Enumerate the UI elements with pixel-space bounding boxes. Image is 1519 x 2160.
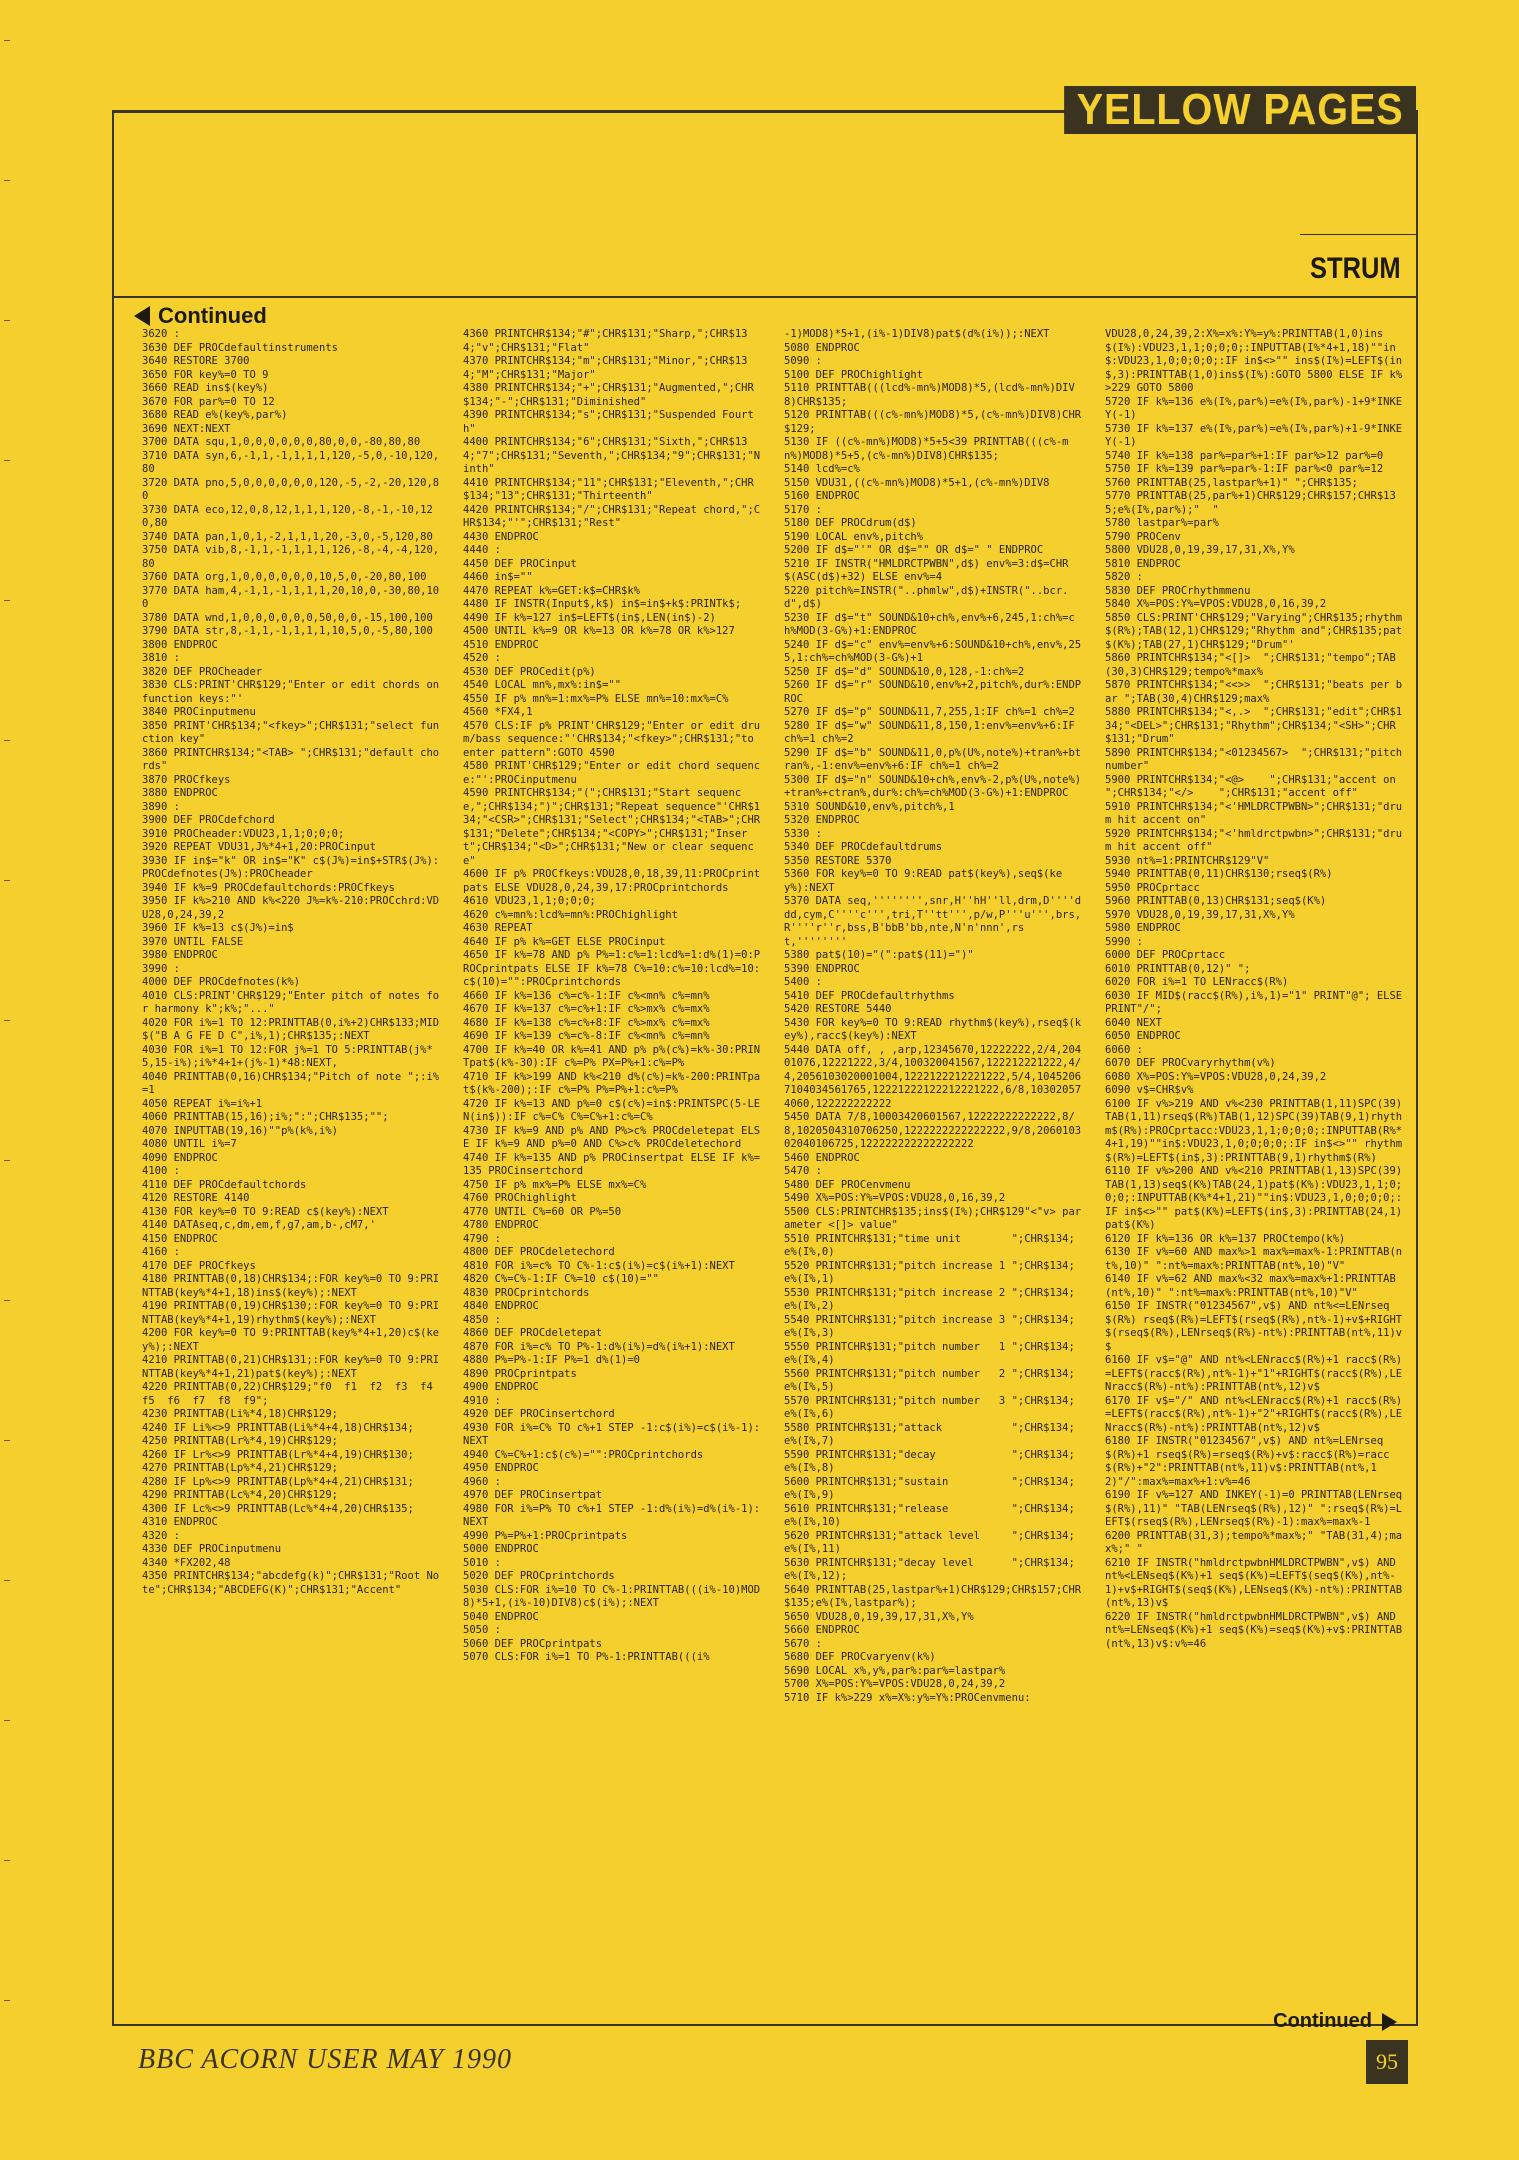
- listing-columns: [142, 328, 1408, 2006]
- page-number: 95: [1366, 2040, 1408, 2084]
- arrow-right-icon: [1382, 2013, 1397, 2031]
- continued-from-marker: [134, 303, 267, 329]
- continued-bottom-label: Continued: [1273, 2010, 1372, 2032]
- listing-column-2: 4360 PRINTCHR$134;"#";CHR$131;"Sharp,";CHR$134;"v";CHR$131;"Flat" 4370 PRINTCHR$134;"m";CHR$131;"Minor,";CHR$134;"M";CHR$131;"Major" 4380 PRINTCHR$134;"+";CHR$131;"Augmented,";CHR$134;"-";CHR$131;"Diminished" 4390 PRINTCHR$134;"s";CHR$131;"Suspended Fourth" 4400 PRINTCHR$134;"6";CHR$131;"Sixth,";CHR$134;"7";CHR$131;"Seventh,";CHR$134;"9";CHR$131;"Ninth" 4410 PRINTCHR$134;"11";CHR$131;"Eleventh,";CHR$134;"13";CHR$131;"Thirteenth" 4420 PRINTCHR$134;"/";CHR$131;"Repeat chord,";CHR$134;"'";CHR$131;"Rest" 4430 ENDPROC 4440 : 4450 DEF PROCinput 4460 in$="" 4470 REPEAT k%=GET:k$=CHR$k% 4480 IF INSTR(Input$,k$) in$=in$+k$:PRINTk$; 4490 IF k%=127 in$=LEFT$(in$,LEN(in$)-2) 4500 UNTIL k%=9 OR k%=13 OR k%=78 OR k%>127 4510 ENDPROC 4520 : 4530 DEF PROCedit(p%) 4540 LOCAL mn%,mx%:in$="" 4550 IF p% mn%=1:mx%=P% ELSE mn%=10:mx%=C% 4560 *FX4,1 4570 CLS:IF p% PRINT'CHR$129;"Enter or edit drum/bass sequence:"'CHR$134;"<fkey>";CHR$131;"to enter pattern":GOTO 4590 4580 PRINT'CHR$129;"Enter or edit chord sequence:"':PROCinputmenu 4590 PRINTCHR$134;"(";CHR$131;"Start sequence,";CHR$134;")";CHR$131;"Repeat sequence"'CHR$134;"<CSR>";CHR$131;"Select";CHR$134;"<TAB>";CHR$131;"Delete";CHR$134;"<COPY>";CHR$131;"Insert";CHR$134;"<D>";CHR$131;"New or clear sequence" 4600 IF p% PROCfkeys:VDU28,0,18,39,11:PROCprintpats ELSE VDU28,0,24,39,17:PROCprintchords 4610 VDU23,1,1;0;0;0; 4620 c%=mn%:lcd%=mn%:PROChighlight 4630 REPEAT 4640 IF p% k%=GET ELSE PROCinput 4650 IF k%=78 AND p% P%=1:c%=1:lcd%=1:d%(1)=0:PROCprintpats ELSE IF k%=78 C%=10:c%=10:lcd%=10:c$(10)="":PROCprintchords 4660 IF k%=136 c%=c%-1:IF c%<mn% c%=mn% 4670 IF k%=137 c%=c%+1:IF c%>mx% c%=mx% 4680 IF k%=138 c%=c%+8:IF c%>mx% c%=mx% 4690 IF k%=139 c%=c%-8:IF c%<mn% c%=mn% 4700 IF k%=40 OR k%=41 AND p% p%(c%)=k%-30:PRINTpat$(k%-30):IF c%=P% PX=P%+1:c%=P% 4710 IF k%>199 AND k%<210 d%(c%)=k%-200:PRINTpat$(k%-200);:IF c%=P% P%=P%+1:c%=P% 4720 IF k%=13 AND p%=0 c$(c%)=in$:PRINTSPC(5-LEN(in$)):IF c%=C% C%=C%+1:c%=C% 4730 IF k%=9 AND p% AND P%>c% PROCdeletepat ELSE IF k%=9 AND p%=0 AND C%>c% PROCdeletechord 4740 IF k%=135 AND p% PROCinsertpat ELSE IF k%=135 PROCinsertchord 4750 IF p% mx%=P% ELSE mx%=C% 4760 PROChighlight 4770 UNTIL C%=60 OR P%=50 4780 ENDPROC 4790 : 4800 DEF PROCdeletechord 4810 FOR i%=c% TO C%-1:c$(i%)=c$(i%+1):NEXT 4820 C%=C%-1:IF C%=10 c$(10)="" 4830 PROCprintchords 4840 ENDPROC 4850 : 4860 DEF PROCdeletepat 4870 FOR i%=c% TO P%-1:d%(i%)=d%(i%+1):NEXT 4880 P%=P%-1:IF P%=1 d%(1)=0 4890 PROCprintpats 4900 ENDPROC 4910 : 4920 DEF PROCinsertchord 4930 FOR i%=C% TO c%+1 STEP -1:c$(i%)=c$(i%-1):NEXT 4940 C%=C%+1:c$(c%)="":PROCprintchords 4950 ENDPROC 4960 : 4970 DEF PROCinsertpat 4980 FOR i%=P% TO c%+1 STEP -1:d%(i%)=d%(i%-1):NEXT 4990 P%=P%+1:PROCprintpats 5000 ENDPROC 5010 : 5020 DEF PROCprintchords 5030 CLS:FOR i%=10 TO C%-1:PRINTTAB(((i%-10)MOD8)*5+1,(i%-10)DIV8)c$(i%);:NEXT 5040 ENDPROC 5050 : 5060 DEF PROCprintpats 5070 CLS:FOR i%=1 TO P%-1:PRINTTAB(((i%: [463, 328, 761, 1663]
- arrow-left-icon: [134, 306, 150, 326]
- title-rule: [1300, 234, 1418, 235]
- section-label: YELLOW PAGES: [1064, 86, 1416, 134]
- article-title: STRUM: [1310, 252, 1401, 285]
- continued-on-marker: [1273, 2010, 1397, 2033]
- listing-column-4: VDU28,0,24,39,2:X%=x%:Y%=y%:PRINTTAB(1,0)ins$(I%):VDU23,1,1;0;0;0;:INPUTTAB(I%*4+1,18)""in$:VDU23,1,0;0;0;0;:IF in$<>"" ins$(I%)=LEFT$(in$,3):PRINTTAB(1,0)ins$(I%):GOTO 5800 ELSE IF k%>229 GOTO 5800 5720 IF k%=136 e%(I%,par%)=e%(I%,par%)-1+9*INKEY(-1) 5730 IF k%=137 e%(I%,par%)=e%(I%,par%)+1-9*INKEY(-1) 5740 IF k%=138 par%=par%+1:IF par%>12 par%=0 5750 IF k%=139 par%=par%-1:IF par%<0 par%=12 5760 PRINTTAB(25,lastpar%+1)" ";CHR$135; 5770 PRINTTAB(25,par%+1)CHR$129;CHR$157;CHR$135;e%(I%,par%);" " 5780 lastpar%=par% 5790 PROCenv 5800 VDU28,0,19,39,17,31,X%,Y% 5810 ENDPROC 5820 : 5830 DEF PROCrhythmmenu 5840 X%=POS:Y%=VPOS:VDU28,0,16,39,2 5850 CLS:PRINT'CHR$129;"Varying";CHR$135;rhythm$(R%);TAB(12,1)CHR$129;"Rhythm and";CHR$135;pat$(K%);TAB(27,1)CHR$129;"Drum"' 5860 PRINTCHR$134;"<[]> ";CHR$131;"tempo";TAB(30,3)CHR$129;tempo%*max% 5870 PRINTCHR$134;"<<>> ";CHR$131;"beats per bar ";TAB(30,4)CHR$129;max% 5880 PRINTCHR$134;"<,.> ";CHR$131;"edit";CHR$134;"<DEL>";CHR$131;"Rhythm";CHR$134;"<SH>";CHR$131;"Drum" 5890 PRINTCHR$134;"<01234567> ";CHR$131;"pitch number" 5900 PRINTCHR$134;"<@> ";CHR$131;"accent on ";CHR$134;"</> ";CHR$131;"accent off" 5910 PRINTCHR$134;"<'HMLDRCTPWBN>";CHR$131;"drum hit accent on" 5920 PRINTCHR$134;"<'hmldrctpwbn>";CHR$131;"drum hit accent off" 5930 nt%=1:PRINTCHR$129"V" 5940 PRINTTAB(0,11)CHR$130;rseq$(R%) 5950 PROCprtacc 5960 PRINTTAB(0,13)CHR$131;seq$(K%) 5970 VDU28,0,19,39,17,31,X%,Y% 5980 ENDPROC 5990 : 6000 DEF PROCprtacc 6010 PRINTTAB(0,12)" "; 6020 FOR i%=1 TO LENracc$(R%) 6030 IF MID$(racc$(R%),i%,1)="1" PRINT"@"; ELSE PRINT"/"; 6040 NEXT 6050 ENDPROC 6060 : 6070 DEF PROCvaryrhythm(v%) 6080 X%=POS:Y%=VPOS:VDU28,0,24,39,2 6090 v$=CHR$v% 6100 IF v%>219 AND v%<230 PRINTTAB(1,11)SPC(39)TAB(1,11)rseq$(R%)TAB(1,12)SPC(39)TAB(9,1)rhythm$(R%):PROCprtacc:VDU23,1,1;0;0;0;:INPUTTAB(R%*4+1,19)""in$:VDU23,1,0;0;0;0;:IF in$<>"" rhythm$(R%)=LEFT$(in$,3):PRINTTAB(9,1)rhythm$(R%) 6110 IF v%>200 AND v%<210 PRINTTAB(1,13)SPC(39)TAB(1,13)seq$(K%)TAB(24,1)pat$(K%):VDU23,1,1;0;0;0;:INPUTTAB(K%*4+1,21)""in$:VDU23,1,0;0;0;0;:IF in$<>"" pat$(K%)=LEFT$(in$,3):PRINTTAB(24,1)pat$(K%) 6120 IF k%=136 OR k%=137 PROCtempo(k%) 6130 IF v%=60 AND max%>1 max%=max%-1:PRINTTAB(nt%,10)" ":nt%=max%:PRINTTAB(nt%,10)"V" 6140 IF v%=62 AND max%<32 max%=max%+1:PRINTTAB(nt%,10)" ":nt%=max%:PRINTTAB(nt%,10)"V" 6150 IF INSTR("01234567",v$) AND nt%<=LENrseq$(R%) rseq$(R%)=LEFT$(rseq$(R%),nt%-1)+v$+RIGHT$(rseq$(R%),LENrseq$(R%)-nt%):PRINTTAB(nt%,11)v$ 6160 IF v$="@" AND nt%<LENracc$(R%)+1 racc$(R%)=LEFT$(racc$(R%),nt%-1)+"1"+RIGHT$(racc$(R%),LENracc$(R%)-nt%):PRINTTAB(nt%,12)v$ 6170 IF v$="/" AND nt%<LENracc$(R%)+1 racc$(R%)=LEFT$(racc$(R%),nt%-1)+"2"+RIGHT$(racc$(R%),LENracc$(R%)-nt%):PRINTTAB(nt%,12)v$ 6180 IF INSTR("01234567",v$) AND nt%=LENrseq$(R%)+1 rseq$(R%)=rseq$(R%)+v$:racc$(R%)=racc$(R%)+"2":PRINTTAB(nt%,11)v$:PRINTTAB(nt%,12)"/":max%=max%+1:v%=46 6190 IF v%=127 AND INKEY(-1)=0 PRINTTAB(LENrseq$(R%),11)" "TAB(LENrseq$(R%),12)" ":rseq$(R%)=LEFT$(rseq$(R%),LENrseq$(R%)-1):max%=max%-1 6200 PRINTTAB(31,3);tempo%*max%;" "TAB(31,4);max%;" " 6210 IF INSTR("hmldrctpwbnHMLDRCTPWBN",v$) AND nt%<LENseq$(K%)+1 seq$(K%)=LEFT$(seq$(K%),nt%-1)+v$+RIGHT$(seq$(K%),LENseq$(K%)-nt%):PRINTTAB(nt%,13)v$ 6220 IF INSTR("hmldrctpwbnHMLDRCTPWBN",v$) AND nt%=LENseq$(K%)+1 seq$(K%)=seq$(K%)+v$:PRINTTAB(nt%,13)v$:v%=46: [1105, 328, 1403, 1650]
- content-rule: [112, 296, 1418, 298]
- listing-column-1: 3620 : 3630 DEF PROCdefaultinstruments 3640 RESTORE 3700 3650 FOR key%=0 TO 9 3660 READ ins$(key%) 3670 FOR par%=0 TO 12 3680 READ e%(key%,par%) 3690 NEXT:NEXT 3700 DATA squ,1,0,0,0,0,0,0,80,0,0,-80,80,80 3710 DATA syn,6,-1,1,-1,1,1,1,120,-5,0,-10,120,80 3720 DATA pno,5,0,0,0,0,0,0,120,-5,-2,-20,120,80 3730 DATA eco,12,0,8,12,1,1,1,120,-8,-1,-10,120,80 3740 DATA pan,1,0,1,-2,1,1,1,20,-3,0,-5,120,80 3750 DATA vib,8,-1,1,-1,1,1,1,126,-8,-4,-4,120,80 3760 DATA org,1,0,0,0,0,0,0,10,5,0,-20,80,100 3770 DATA ham,4,-1,1,-1,1,1,1,20,10,0,-30,80,100 3780 DATA wnd,1,0,0,0,0,0,0,50,0,0,-15,100,100 3790 DATA str,8,-1,1,-1,1,1,1,10,5,0,-5,80,100 3800 ENDPROC 3810 : 3820 DEF PROCheader 3830 CLS:PRINT'CHR$129;"Enter or edit chords on function keys:"' 3840 PROCinputmenu 3850 PRINT'CHR$134;"<fkey>";CHR$131;"select function key" 3860 PRINTCHR$134;"<TAB> ";CHR$131;"default chords" 3870 PROCfkeys 3880 ENDPROC 3890 : 3900 DEF PROCdefchord 3910 PROCheader:VDU23,1,1;0;0;0; 3920 REPEAT VDU31,J%*4+1,20:PROCinput 3930 IF in$="k" OR in$="K" c$(J%)=in$+STR$(J%):PROCdefnotes(J%):PROCheader 3940 IF k%=9 PROCdefaultchords:PROCfkeys 3950 IF k%>210 AND k%<220 J%=k%-210:PROCchrd:VDU28,0,24,39,2 3960 IF k%=13 c$(J%)=in$ 3970 UNTIL FALSE 3980 ENDPROC 3990 : 4000 DEF PROCdefnotes(k%) 4010 CLS:PRINT'CHR$129;"Enter pitch of notes for harmony k";k%;"..." 4020 FOR i%=1 TO 12:PRINTTAB(0,i%+2)CHR$133;MID$("B A G FE D C",i%,1);CHR$135;:NEXT 4030 FOR i%=1 TO 12:FOR j%=1 TO 5:PRINTTAB(j%*5,15-i%);i%*4+1+(j%-1)*48:NEXT, 4040 PRINTTAB(0,16)CHR$134;"Pitch of note ";:i%=1 4050 REPEAT i%=i%+1 4060 PRINTTAB(15,16);i%;":";CHR$135;""; 4070 INPUTTAB(19,16)""p%(k%,i%) 4080 UNTIL i%=7 4090 ENDPROC 4100 : 4110 DEF PROCdefaultchords 4120 RESTORE 4140 4130 FOR key%=0 TO 9:READ c$(key%):NEXT 4140 DATAseq,c,dm,em,f,g7,am,b-,cM7,' 4150 ENDPROC 4160 : 4170 DEF PROCfkeys 4180 PRINTTAB(0,18)CHR$134;:FOR key%=0 TO 9:PRINTTAB(key%*4+1,18)ins$(key%);:NEXT 4190 PRINTTAB(0,19)CHR$130;:FOR key%=0 TO 9:PRINTTAB(key%*4+1,19)rhythm$(key%);:NEXT 4200 FOR key%=0 TO 9:PRINTTAB(key%*4+1,20)c$(key%);:NEXT 4210 PRINTTAB(0,21)CHR$131;:FOR key%=0 TO 9:PRINTTAB(key%*4+1,21)pat$(key%);:NEXT 4220 PRINTTAB(0,22)CHR$129;"f0 f1 f2 f3 f4 f5 f6 f7 f8 f9"; 4230 PRINTTAB(Li%*4,18)CHR$129; 4240 IF Li%<>9 PRINTTAB(Li%*4+4,18)CHR$134; 4250 PRINTTAB(Lr%*4,19)CHR$129; 4260 IF Lr%<>9 PRINTTAB(Lr%*4+4,19)CHR$130; 4270 PRINTTAB(Lp%*4,21)CHR$129; 4280 IF Lp%<>9 PRINTTAB(Lp%*4+4,21)CHR$131; 4290 PRINTTAB(Lc%*4,20)CHR$129; 4300 IF Lc%<>9 PRINTTAB(Lc%*4+4,20)CHR$135; 4310 ENDPROC 4320 : 4330 DEF PROCinputmenu 4340 *FX202,48 4350 PRINTCHR$134;"abcdefg(k)";CHR$131;"Root Note";CHR$134;"ABCDEFG(K)";CHR$131;"Accent": [142, 328, 440, 1596]
- listing-column-3: -1)MOD8)*5+1,(i%-1)DIV8)pat$(d%(i%));:NEXT 5080 ENDPROC 5090 : 5100 DEF PROChighlight 5110 PRINTTAB(((lcd%-mn%)MOD8)*5,(lcd%-mn%)DIV8)CHR$135; 5120 PRINTTAB(((c%-mn%)MOD8)*5,(c%-mn%)DIV8)CHR$129; 5130 IF ((c%-mn%)MOD8)*5+5<39 PRINTTAB(((c%-mn%)MOD8)*5+5,(c%-mn%)DIV8)CHR$135; 5140 lcd%=c% 5150 VDU31,((c%-mn%)MOD8)*5+1,(c%-mn%)DIV8 5160 ENDPROC 5170 : 5180 DEF PROCdrum(d$) 5190 LOCAL env%,pitch% 5200 IF d$="'" OR d$="" OR d$=" " ENDPROC 5210 IF INSTR("HMLDRCTPWBN",d$) env%=3:d$=CHR$(ASC(d$)+32) ELSE env%=4 5220 pitch%=INSTR("..phmlw",d$)+INSTR("..bcr.d",d$) 5230 IF d$="t" SOUND&10+ch%,env%+6,245,1:ch%=ch%MOD(3-G%)+1:ENDPROC 5240 IF d$="c" env%=env%+6:SOUND&10+ch%,env%,255,1:ch%=ch%MOD(3-G%)+1 5250 IF d$="d" SOUND&10,0,128,-1:ch%=2 5260 IF d$="r" SOUND&10,env%+2,pitch%,dur%:ENDPROC 5270 IF d$="p" SOUND&11,7,255,1:IF ch%=1 ch%=2 5280 IF d$="w" SOUND&11,8,150,1:env%=env%+6:IF ch%=1 ch%=2 5290 IF d$="b" SOUND&11,0,p%(U%,note%)+tran%+btran%,-1:env%=env%+6:IF ch%=1 ch%=2 5300 IF d$="n" SOUND&10+ch%,env%-2,p%(U%,note%)+tran%+ctran%,dur%:ch%=ch%MOD(3-G%)+1:ENDPROC 5310 SOUND&10,env%,pitch%,1 5320 ENDPROC 5330 : 5340 DEF PROCdefaultdrums 5350 RESTORE 5370 5360 FOR key%=0 TO 9:READ pat$(key%),seq$(key%):NEXT 5370 DATA seq,'''''''',snr,H''hH''ll,drm,D''''ddd,cym,C''''c''',tri,T''tt''',p/w,P'''u''',brs,R''''r''r,bss,B'bbB'bb,nte,N'n'nnn',rst,'''''''' 5380 pat$(10)="(":pat$(11)=")" 5390 ENDPROC 5400 : 5410 DEF PROCdefaultrhythms 5420 RESTORE 5440 5430 FOR key%=0 TO 9:READ rhythm$(key%),rseq$(key%),racc$(key%):NEXT 5440 DATA off, , ,arp,12345670,12222222,2/4,20401076,12221222,3/4,100320041567,122212221222,4/4,2056103020001004,1222122212221222,5/4,10452067104034561765,12221222122212221222,6/8,103020574060,122222222222 5450 DATA 7/8,10003420601567,12222222222222,8/8,1020504310706250,1222222222222222,9/8,206010302040106725,122222222222222222 5460 ENDPROC 5470 : 5480 DEF PROCenvmenu 5490 X%=POS:Y%=VPOS:VDU28,0,16,39,2 5500 CLS:PRINTCHR$135;ins$(I%);CHR$129"<"v> parameter <[]> value" 5510 PRINTCHR$131;"time unit ";CHR$134;e%(I%,0) 5520 PRINTCHR$131;"pitch increase 1 ";CHR$134;e%(I%,1) 5530 PRINTCHR$131;"pitch increase 2 ";CHR$134;e%(I%,2) 5540 PRINTCHR$131;"pitch increase 3 ";CHR$134;e%(I%,3) 5550 PRINTCHR$131;"pitch number 1 ";CHR$134;e%(I%,4) 5560 PRINTCHR$131;"pitch number 2 ";CHR$134;e%(I%,5) 5570 PRINTCHR$131;"pitch number 3 ";CHR$134;e%(I%,6) 5580 PRINTCHR$131;"attack ";CHR$134;e%(I%,7) 5590 PRINTCHR$131;"decay ";CHR$134;e%(I%,8) 5600 PRINTCHR$131;"sustain ";CHR$134;e%(I%,9) 5610 PRINTCHR$131;"release ";CHR$134;e%(I%,10) 5620 PRINTCHR$131;"attack level ";CHR$134;e%(I%,11) 5630 PRINTCHR$131;"decay level ";CHR$134;e%(I%,12); 5640 PRINTTAB(25,lastpar%+1)CHR$129;CHR$157;CHR$135;e%(I%,lastpar%); 5650 VDU28,0,19,39,17,31,X%,Y% 5660 ENDPROC 5670 : 5680 DEF PROCvaryenv(k%) 5690 LOCAL x%,y%,par%:par%=lastpar% 5700 X%=POS:Y%=VPOS:VDU28,0,24,39,2 5710 IF k%>229 x%=X%:y%=Y%:PROCenvmenu:: [784, 328, 1082, 1704]
- page-edge-marks: [0, 0, 20, 2160]
- footer-magazine-title: BBC ACORN USER MAY 1990: [138, 2044, 513, 2075]
- continued-top-label: Continued: [158, 303, 267, 328]
